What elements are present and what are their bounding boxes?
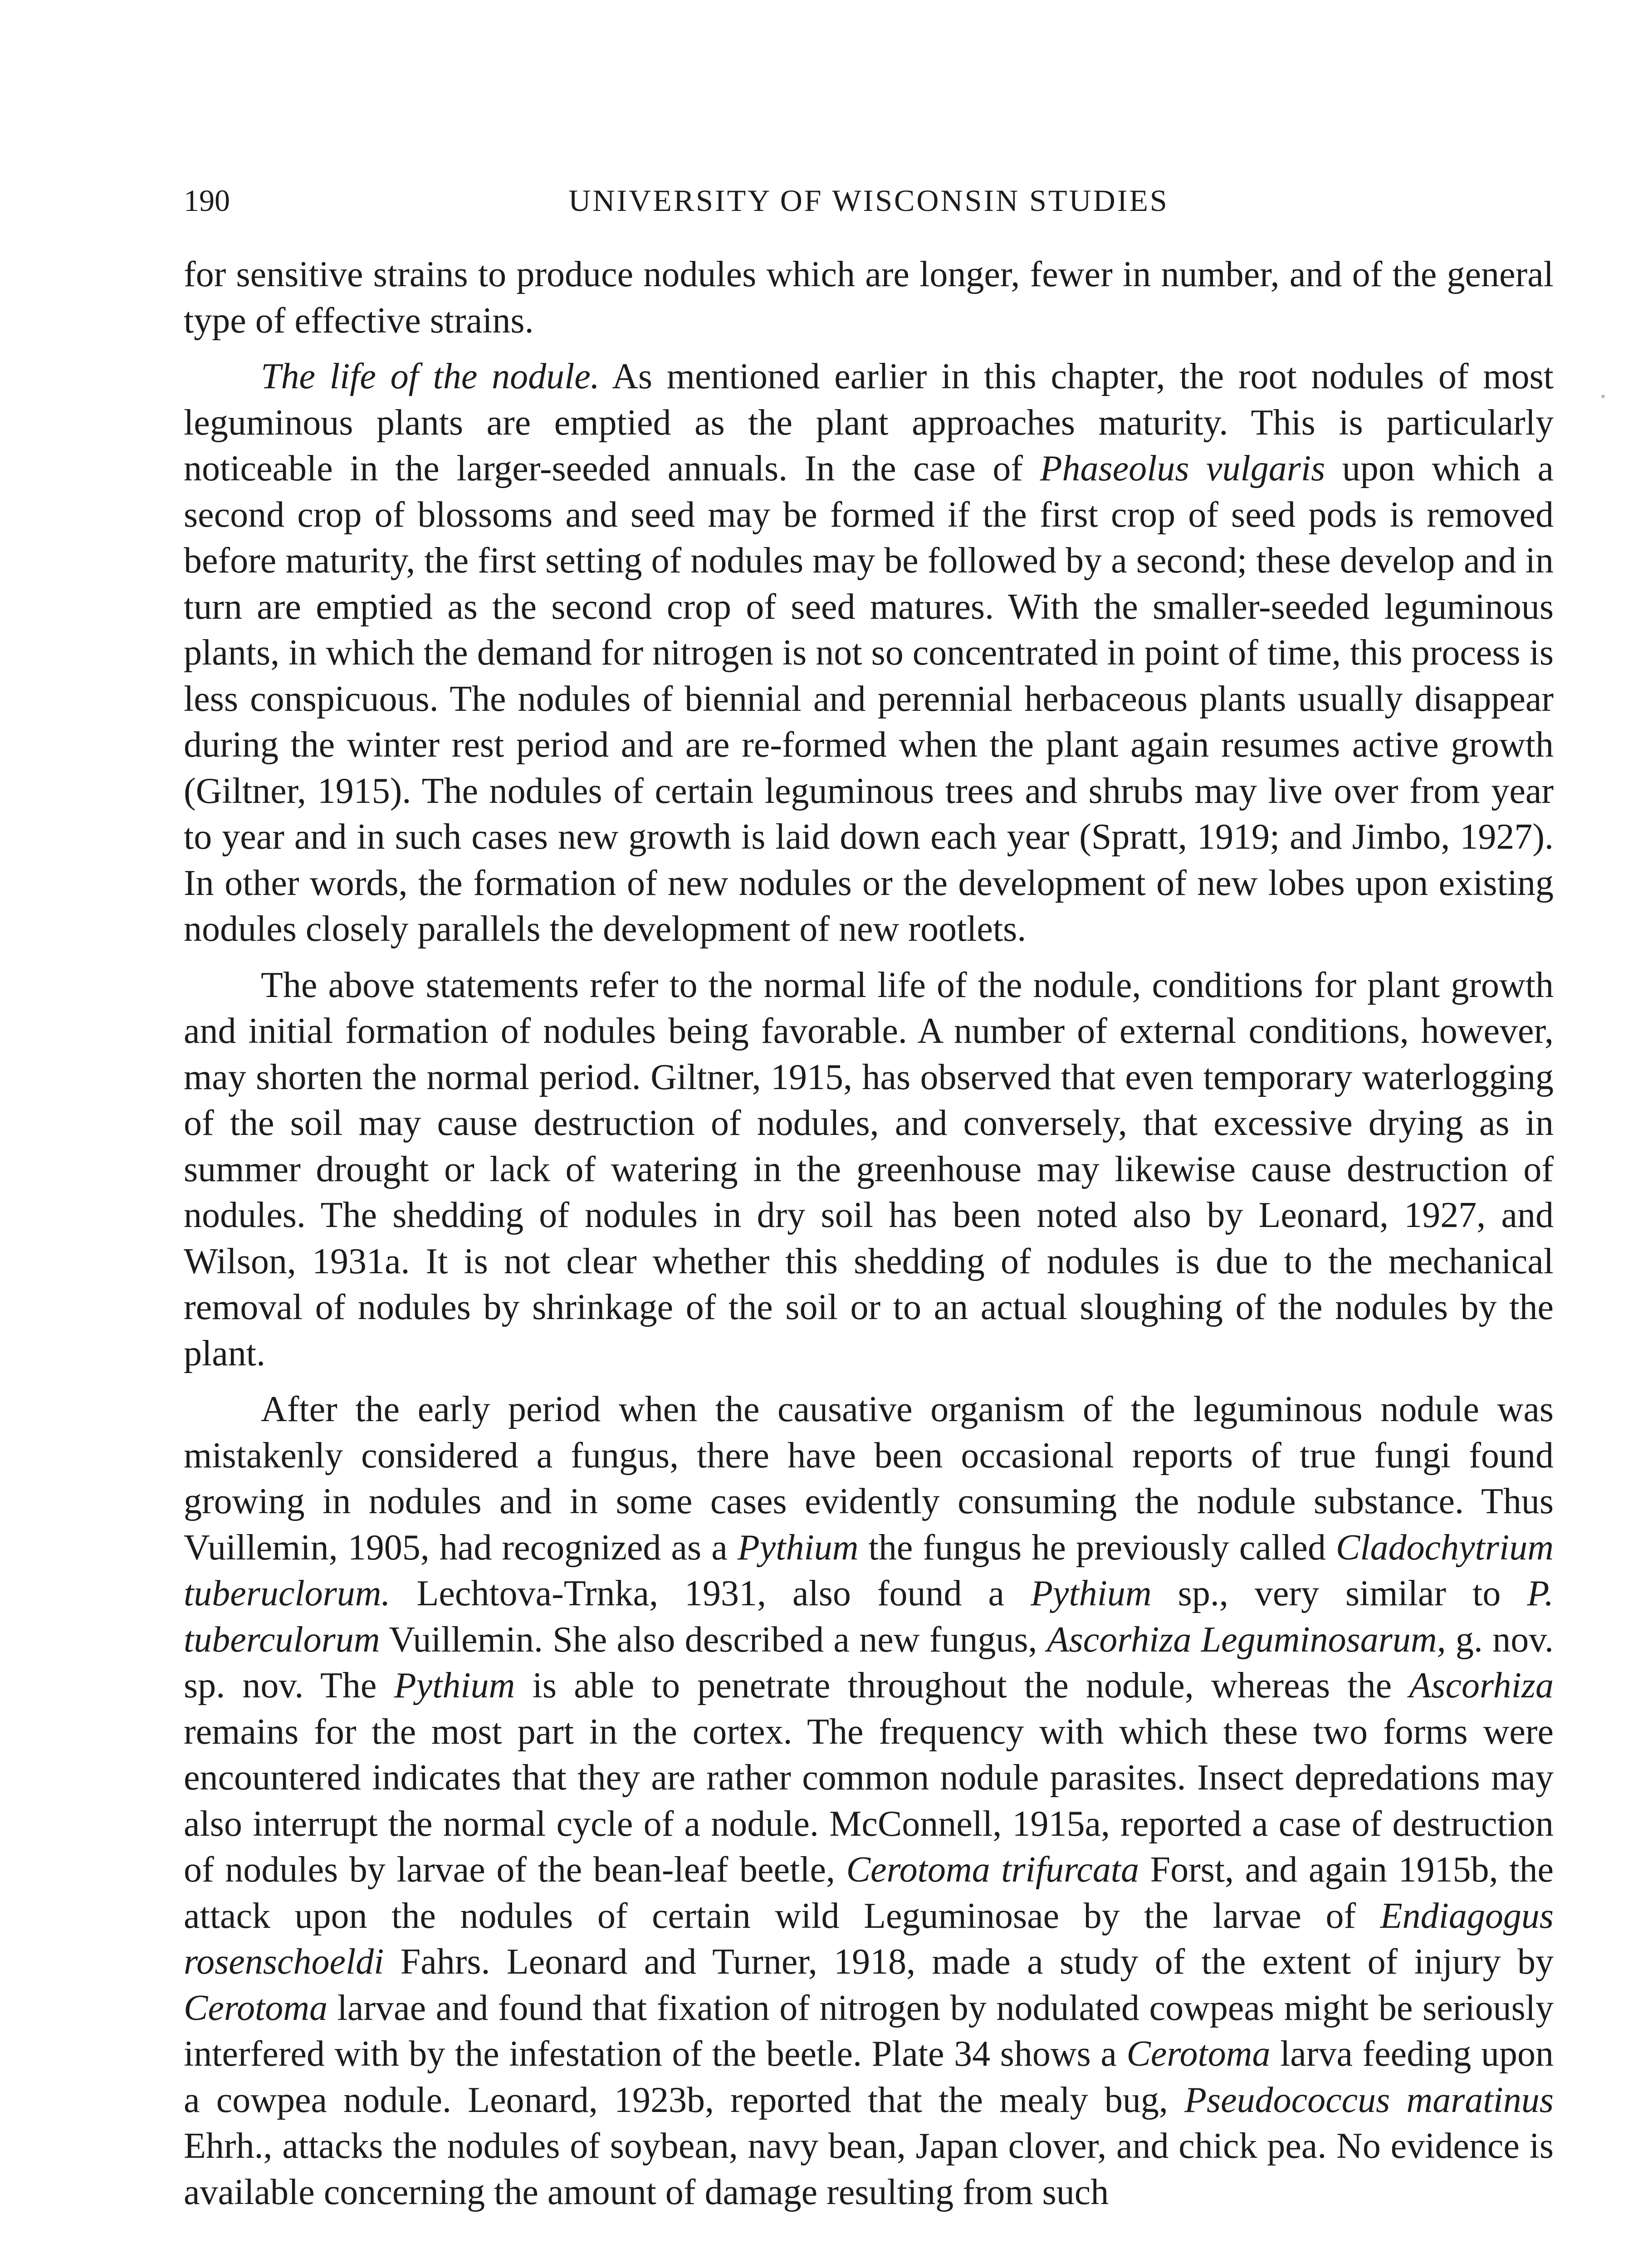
species-name: Ascorhiza <box>1409 1666 1554 1706</box>
species-name: Pythium <box>1031 1574 1152 1613</box>
species-name: Ascorhiza Leguminosarum, <box>1046 1619 1446 1660</box>
section-heading: The life of the nodule. <box>261 357 600 396</box>
body-text <box>184 252 1554 2215</box>
species-name: Endiagogus rosenschoeldi <box>184 1896 1554 1982</box>
running-head: UNIVERSITY OF WISCONSIN STUDIES <box>568 183 1169 218</box>
species-name: Cladochytrium tuberuclorum. <box>184 1527 1554 1613</box>
species-name: Cerotoma <box>184 1988 328 2028</box>
paragraph-parasites: After the early period when the causative organism of the leguminous nodule was mistakenly considered a fungus, there have been occasional reports of true fungi found growing in nodules and in some cases evidently consuming the nodule substance. Thus Vuillemin, 1905, had recognized as a Pythium the fungus he previously called Cladochytrium tuberuclorum. Lechtova-Trnka, 1931, also found a Pythium sp., very similar to P. tuberculorum Vuillemin. She also described a new fungus, Ascorhiza Leguminosarum, g. nov. sp. nov. The Pythium is able to penetrate throughout the nodule, whereas the Ascorhiza remains for the most part in the cortex. The frequency with which these two forms were encountered indicates that they are rather common nodule parasites. Insect depredations may also interrupt the normal cycle of a nodule. McConnell, 1915a, reported a case of destruction of nodules by larvae of the bean-leaf beetle, Cerotoma trifurcata Forst, and again 1915b, the attack upon the nodules of certain wild Leguminosae by the larvae of Endiagogus rosenschoeldi Fahrs. Leonard and Turner, 1918, made a study of the extent of injury by Cerotoma larvae and found that fixation of nitrogen by nodulated cowpeas might be seriously interfered with by the infestation of the beetle. Plate 34 shows a Cerotoma larva feeding upon a cowpea nodule. Leonard, 1923b, reported that the mealy bug, Pseudococcus maratinus Ehrh., attacks the nodules of soybean, navy bean, Japan clover, and chick pea. No evidence is available concerning the amount of damage resulting from such <box>184 1389 1554 2212</box>
species-name: Pseudococcus maratinus <box>1184 2080 1554 2120</box>
paragraph-normal-life: The above statements refer to the normal life of the nodule, conditions for plant growth and initial formation of nodules being favorable. A number of external conditions, however, may shorten the normal period. Giltner, 1915, has observed that even temporary waterlogging of the soil may cause destruction of nodules, and conversely, that excessive drying as in summer drought or lack of watering in the greenhouse may likewise cause destruction of nodules. The shedding of nodules in dry soil has been noted also by Leonard, 1927, and Wilson, 1931a. It is not clear whether this shedding of nodules is due to the mechanical removal of nodules by shrinkage of the soil or to an actual sloughing of the nodules by the plant. <box>184 965 1554 1374</box>
species-name: Cerotoma trifurcata <box>846 1850 1139 1890</box>
species-name: P. tuberculorum <box>184 1574 1554 1660</box>
paragraph-life-of-nodule: The life of the nodule. As mentioned earlier in this chapter, the root nodules of most leguminous plants are emptied as the plant approaches maturity. This is particularly noticeable in the larger-seeded annuals. In the case of Phaseolus vulgaris upon which a second crop of blossoms and seed may be formed if the first crop of seed pods is removed before maturity, the first setting of nodules may be followed by a second; these develop and in turn are emptied as the second crop of seed matures. With the smaller-seeded leguminous plants, in which the demand for nitrogen is not so concentrated in point of time, this process is less conspicuous. The nodules of biennial and perennial herbaceous plants usually disappear during the winter rest period and are re-formed when the plant again resumes active growth (Giltner, 1915). The nodules of certain leguminous trees and shrubs may live over from year to year and in such cases new growth is laid down each year (Spratt, 1919; and Jimbo, 1927). In other words, the formation of new nodules or the development of new lobes upon existing nodules closely parallels the development of new rootlets. <box>184 357 1554 949</box>
paragraph-continuation: for sensitive strains to produce nodules which are longer, fewer in number, and of the general type of effective strains. <box>184 254 1554 341</box>
species-name: Pythium <box>394 1666 515 1706</box>
page-header <box>184 178 1554 223</box>
species-name: Cerotoma <box>1126 2034 1271 2074</box>
margin-speck <box>1601 395 1605 398</box>
species-name: Pythium <box>737 1527 859 1568</box>
page-number: 190 <box>184 183 230 218</box>
species-name: Phaseolus vulgaris <box>1040 449 1325 489</box>
